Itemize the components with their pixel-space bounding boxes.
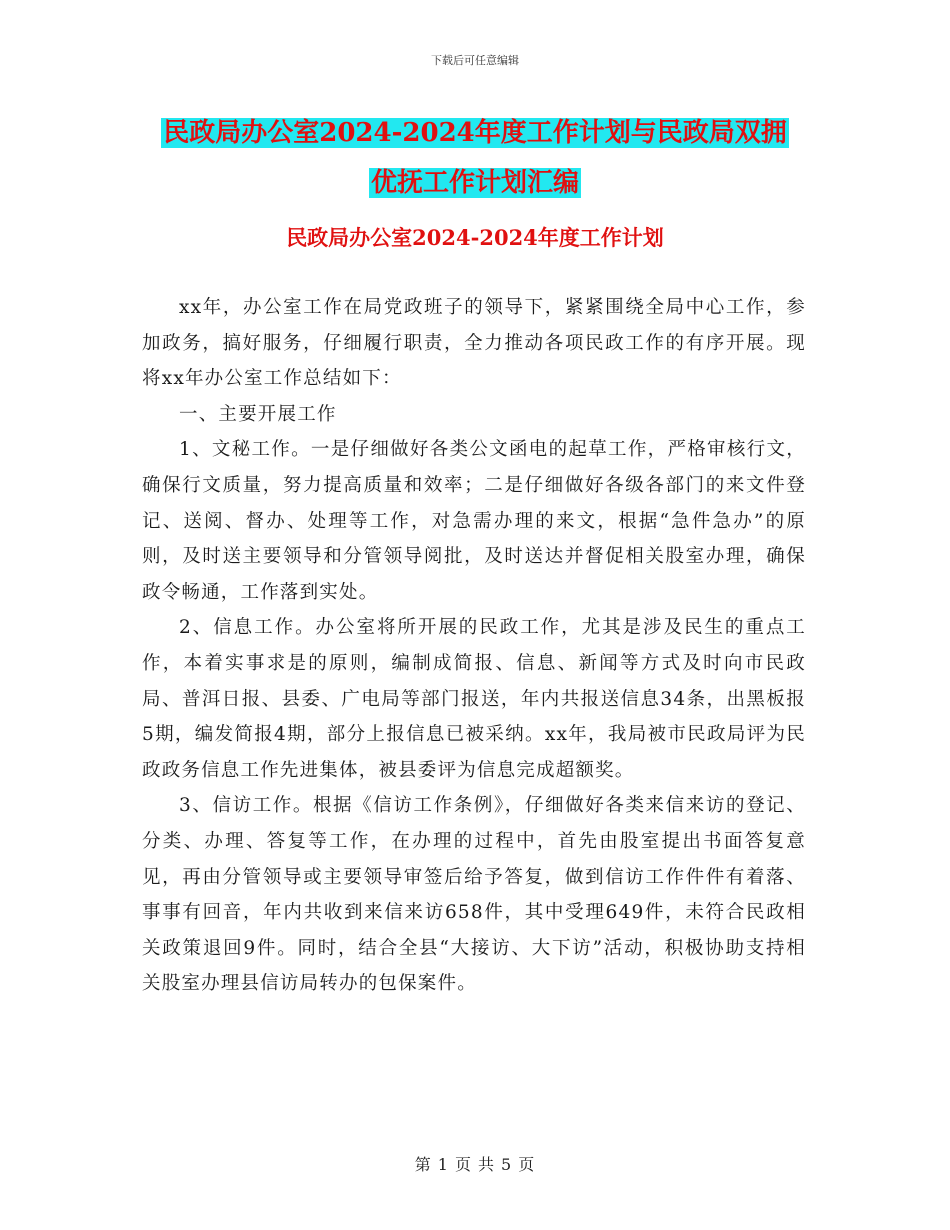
paragraph-intro: xx年，办公室工作在局党政班子的领导下，紧紧围绕全局中心工作，参加政务，搞好服务，仔细履行职责，全力推动各项民政工作的有序开展。现将xx年办公室工作总结如下：: [142, 297, 806, 390]
paragraph-information-work: 2、信息工作。办公室将所开展的民政工作，尤其是涉及民生的重点工作，本着实事求是的原则，编制成简报、信息、新闻等方式及时向市民政局、普洱日报、县委、广电局等部门报送，年内共报送信息34条，出黑板报5期，编发简报4期，部分上报信息已被采纳。xx年，我局被市民政局评为民政政务信息工作先进集体，被县委评为信息完成超额奖。: [142, 617, 806, 781]
document-title: [0, 108, 950, 208]
footer-middle: 页 共: [454, 1155, 496, 1174]
page-footer: [0, 1152, 950, 1175]
paragraph-petition-work: 3、信访工作。根据《信访工作条例》，仔细做好各类来信来访的登记、分类、办理、答复等工作，在办理的过程中，首先由股室提出书面答复意见，再由分管领导或主要领导审签后给予答复，做到信访工作件件有着落、事事有回音，年内共收到来信来访658件，其中受理649件，未符合民政相关政策退回9件。同时，结合全县“大接访、大下访”活动，积极协助支持相关股室办理县信访局转办的包保案件。: [142, 795, 806, 995]
paragraph-heading-main-work: 一、主要开展工作: [179, 403, 337, 425]
document-body: [142, 290, 806, 1002]
title-line-1: 民政局办公室2024-2024年度工作计划与民政局双拥: [163, 118, 787, 148]
title-line-2: 优抚工作计划汇编: [370, 168, 579, 198]
total-pages-number: 5: [501, 1155, 513, 1174]
header-note: 下载后可任意编辑: [431, 54, 519, 67]
section-title: 民政局办公室2024-2024年度工作计划: [286, 225, 664, 250]
current-page-number: 1: [437, 1155, 449, 1174]
footer-suffix: 页: [518, 1155, 536, 1174]
footer-prefix: 第: [414, 1155, 432, 1174]
paragraph-secretarial-work: 1、文秘工作。一是仔细做好各类公文函电的起草工作，严格审核行文，确保行文质量，努力提高质量和效率；二是仔细做好各级各部门的来文件登记、送阅、督办、处理等工作，对急需办理的来文，根据“急件急办”的原则，及时送主要领导和分管领导阅批，及时送达并督促相关股室办理，确保政令畅通，工作落到实处。: [142, 439, 806, 603]
